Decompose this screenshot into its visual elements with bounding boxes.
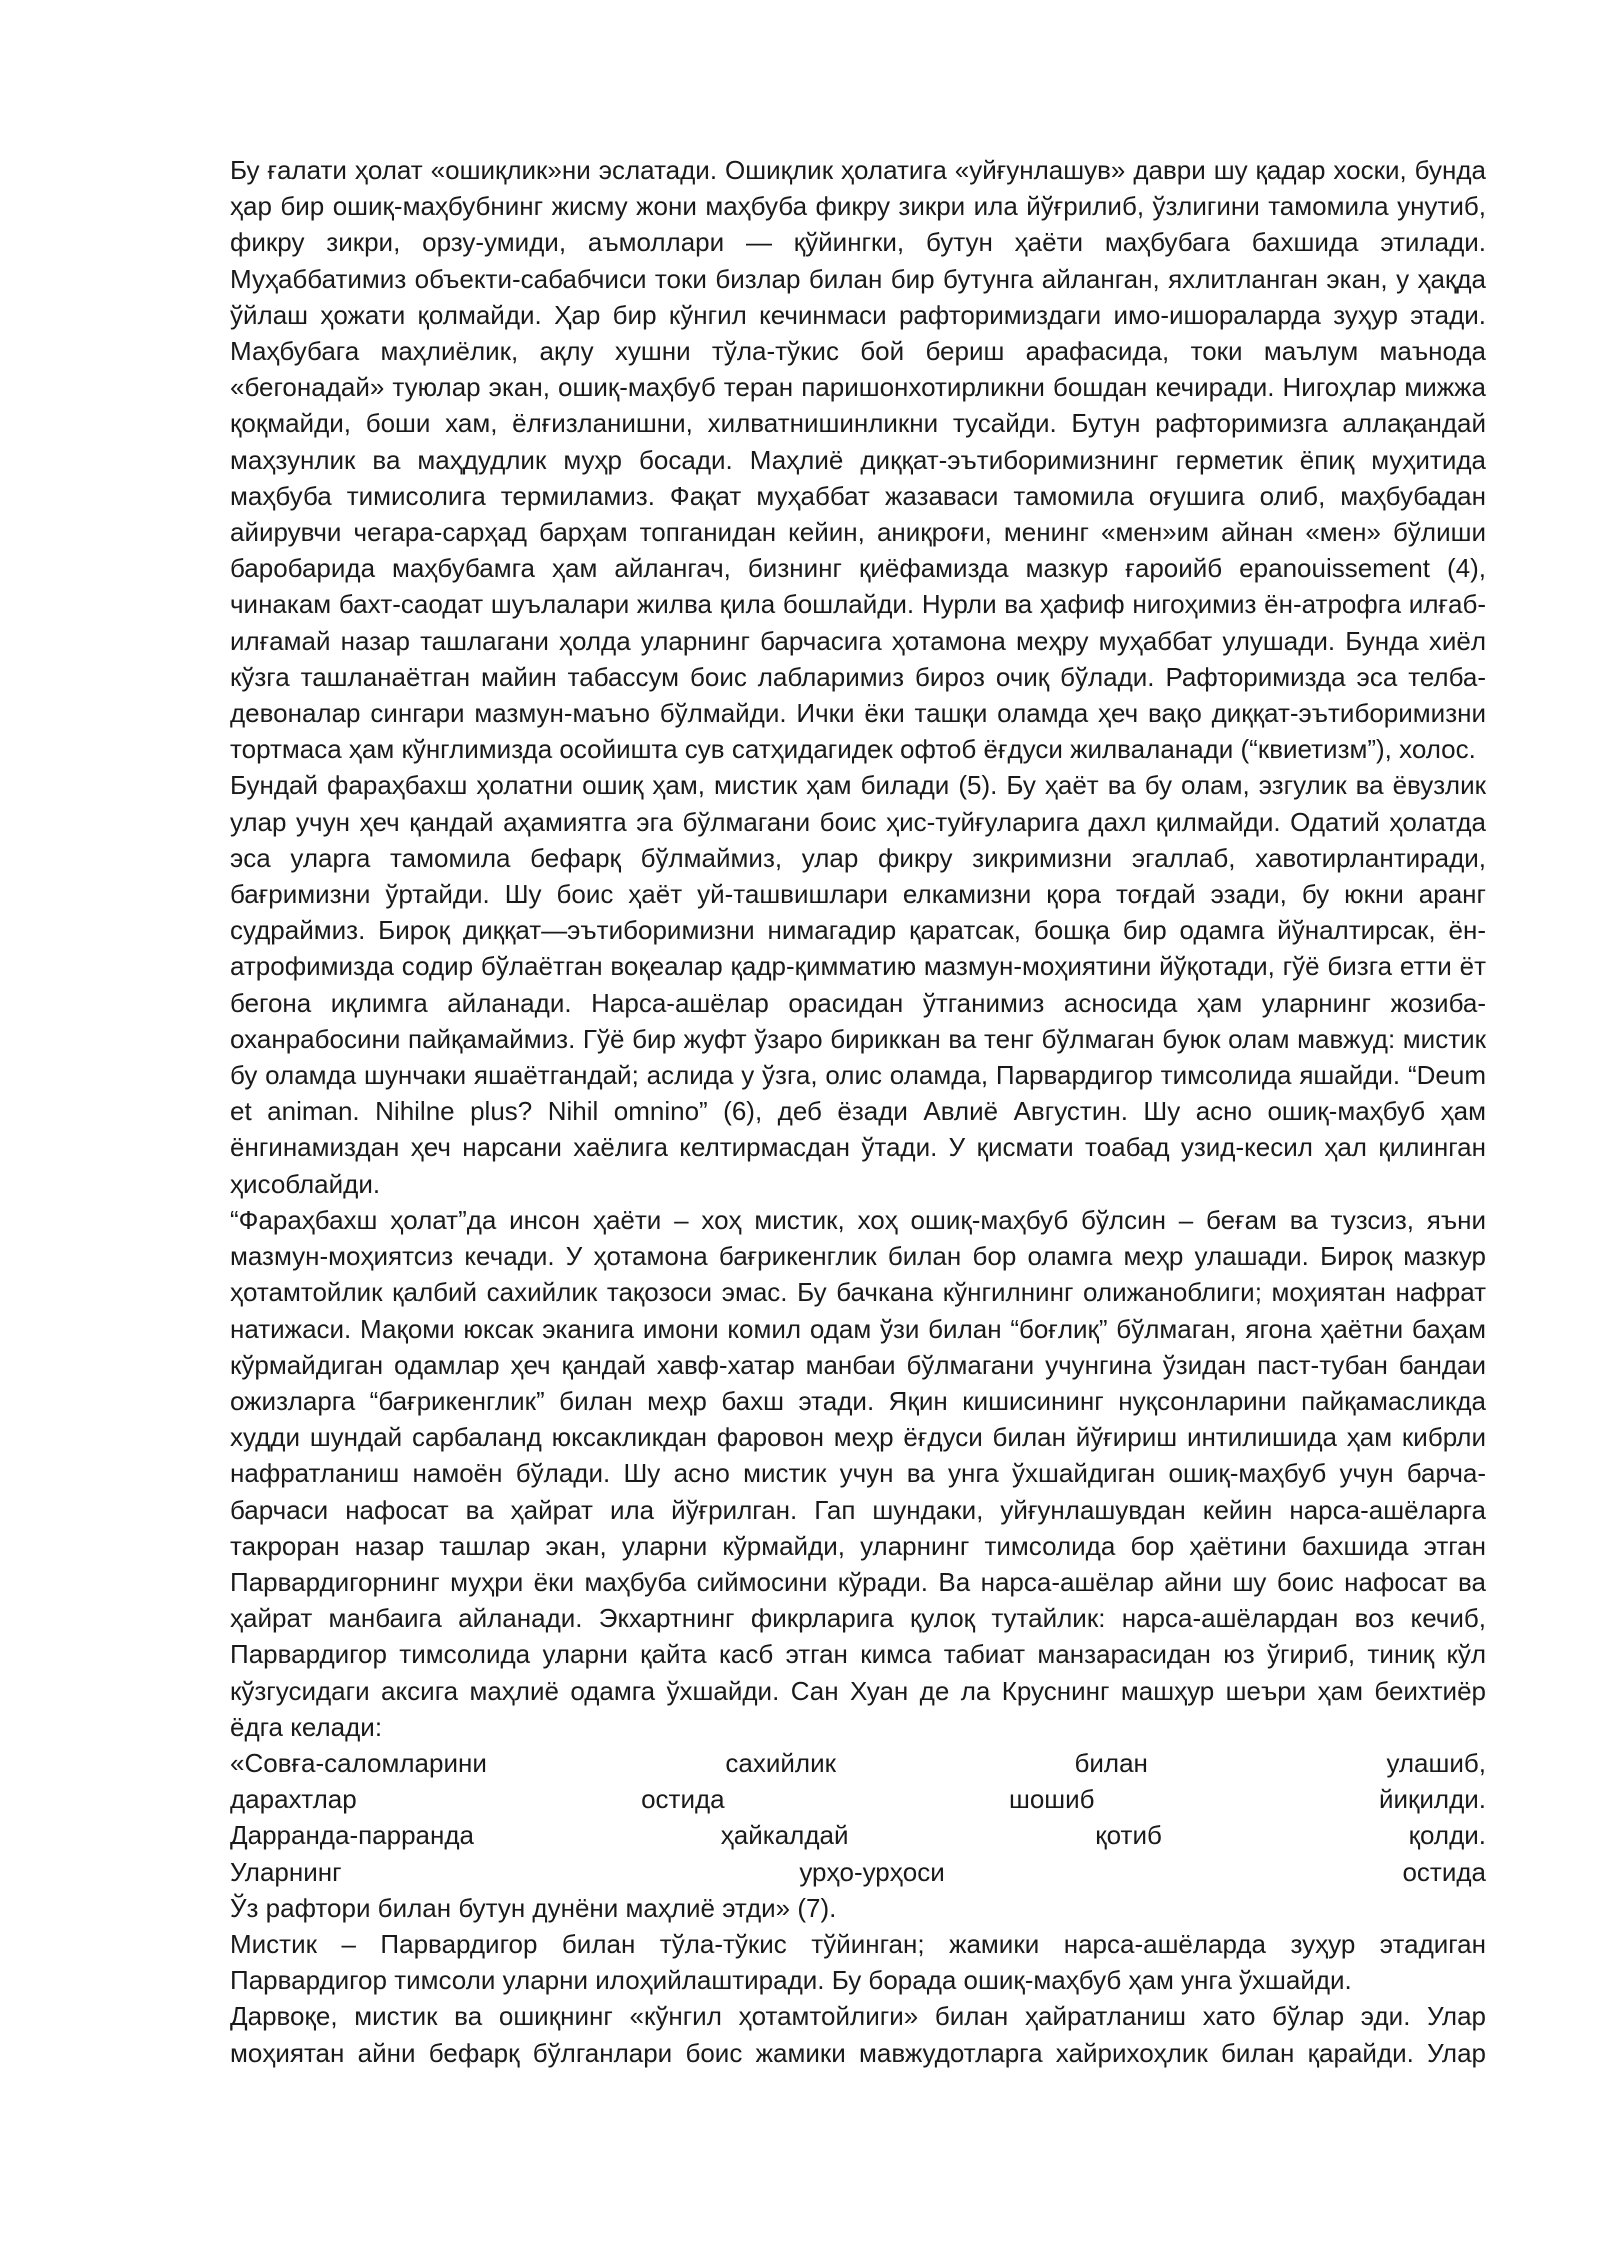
document-page	[230, 152, 1486, 2071]
poem-line-2: дарахтлар остида шошиб йиқилди.	[230, 1784, 1486, 1815]
paragraph-4: Мистик – Парвардигор билан тўла-тўкис тўйинган; жамики нарса-ашёларда зуҳур этадиган Парвардигор тимсоли уларни илоҳийлаштиради. Бу борада ошиқ-маҳбуб ҳам унга ўхшайди.	[230, 1928, 1486, 1996]
poem-line-1: «Совға-саломларини сахийлик билан улашиб,	[230, 1747, 1486, 1778]
poem-block	[230, 1745, 1486, 1926]
paragraph-1: Бу ғалати ҳолат «ошиқлик»ни эслатади. Ошиқлик ҳолатига «уйғунлашув» даври шу қадар хоски, бунда ҳар бир ошиқ-маҳбубнинг жисму жони маҳбуба фикру зикри ила йўғрилиб, ўзлигини тамомила унутиб, фикру зикри, орзу-умиди, аъмоллари — қўйингки, бутун ҳаёти маҳбубага бахшида этилади. Муҳаббатимиз объекти-сабабчиси токи бизлар билан бир бутунга айланган, яхлитланган экан, у ҳақда ўйлаш ҳожати қолмайди. Ҳар бир кўнгил кечинмаси рафторимиздаги имо-ишораларда зуҳур этади. Маҳбубага маҳлиёлик, ақлу хушни тўла-тўкис бой бериш арафасида, токи маълум маънода «бегонадай» туюлар экан, ошиқ-маҳбуб теран паришонхотирликни бошдан кечиради. Нигоҳлар мижжа қоқмайди, боши хам, ёлғизланишни, хилватнишинликни тусайди. Бутун рафторимизга аллақандай маҳзунлик ва маҳдудлик муҳр босади. Маҳлиё диққат-эътиборимизнинг герметик ёпиқ муҳитида маҳбуба тимисолига термиламиз. Фақат муҳаббат жазаваси тамомила оғушига олиб, маҳбубадан айирувчи чегара-сарҳад барҳам топганидан кейин, аниқроғи, менинг «мен»им айнан «мен» бўлиши баробарида маҳбубамга ҳам айлангач, бизнинг қиёфамизда мазкур ғароийб epanouissement (4), чинакам бахт-саодат шуълалари жилва қила бошлайди. Нурли ва ҳафиф нигоҳимиз ён-атрофга илғаб-илғамай назар ташлагани ҳолда уларнинг барчасига ҳотамона меҳру муҳаббат улушади. Бунда хиёл кўзга ташланаётган майин табассум боис лабларимиз бироз очиқ бўлади. Рафторимизда эса телба-девоналар сингари мазмун-маъно бўлмайди. Ички ёки ташқи оламда ҳеч вақо диққат-эътиборимизни тортмаса ҳам кўнглимизда осойишта сув сатҳидагидек офтоб ёғдуси жилваланади (“квиетизм”), холос.	[230, 155, 1486, 765]
poem-line-5: Ўз рафтори билан бутун дунёни маҳлиё этди» (7).	[230, 1892, 837, 1923]
paragraph-2: Бундай фараҳбахш ҳолатни ошиқ ҳам, мистик ҳам билади (5). Бу ҳаёт ва бу олам, эзгулик ва ёвузлик улар учун ҳеч қандай аҳамиятга эга бўлмагани боис ҳис-туйғуларига дахл қилмайди. Одатий ҳолатда эса уларга тамомила бефарқ бўлмаймиз, улар фикру зикримизни эгаллаб, хавотирлантиради, бағримизни ўртайди. Шу боис ҳаёт уй-ташвишлари елкамизни қора тоғдай эзади, бу юкни аранг судраймиз. Бироқ диққат—эътиборимизни нимагадир қаратсак, бошқа бир одамга йўналтирсак, ён-атрофимизда содир бўлаётган воқеалар қадр-қимматию мазмун-моҳиятини йўқотади, гўё бизга етти ёт бегона иқлимга айланади. Нарса-ашёлар орасидан ўтганимиз асносида ҳам уларнинг жозиба-оханрабосини пайқамаймиз. Гўё бир жуфт ўзаро бириккан ва тенг бўлмаган буюк олам мавжуд: мистик бу оламда шунчаки яшаётгандай; аслида у ўзга, олис оламда, Парвардигор тимсолида яшайди. “Deum et animan. Nihilne plus? Nihil omnino” (6), деб ёзади Авлиё Августин. Шу асно ошиқ-маҳбуб ҳам ёнгинамиздан ҳеч нарсани хаёлига келтирмасдан ўтади. У қисмати тоабад узид-кесил ҳал қилинган ҳисоблайди.	[230, 770, 1486, 1199]
paragraph-3: “Фараҳбахш ҳолат”да инсон ҳаёти – хоҳ мистик, хоҳ ошиқ-маҳбуб бўлсин – беғам ва тузсиз, яъни мазмун-моҳиятсиз кечади. У ҳотамона бағрикенглик билан бор оламга меҳр улашади. Бироқ мазкур ҳотамтойлик қалбий сахийлик тақозоси эмас. Бу бачкана кўнгилнинг олижанoблиги; моҳиятан нафрат натижаси. Мақоми юксак эканига имони комил одам ўзи билан “боғлиқ” бўлмаган, ягона ҳаётни баҳам кўрмайдиган одамлар ҳеч қандай хавф-хатар манбаи бўлмагани учунгина ўзидан паст-тубан бандаи ожизларга “бағрикенглик” билан меҳр бахш этади. Яқин кишисининг нуқсонларини пайқамасликда худди шундай сарбаланд юксакликдан фаровон меҳр ёғдуси билан йўғириш интилишида ҳам кибрли нафратланиш намоён бўлади. Шу асно мистик учун ва унга ўхшайдиган ошиқ-маҳбуб учун барча-барчаси нафосат ва ҳайрат ила йўғрилган. Гап шундаки, уйғунлашувдан кейин нарса-ашёларга такроран назар ташлар экан, уларни кўрмайди, уларнинг тимсолида бор ҳаётини бахшида этган Парвардигорнинг муҳри ёки маҳбуба сиймосини кўради. Ва нарса-ашёлар айни шу боис нафосат ва ҳайрат манбаига айланади. Экхартнинг фикрларига қулоқ тутайлик: нарса-ашёлардан воз кечиб, Парвардигор тимсолида уларни қайта касб этган кимса табиат манзарасидан юз ўгириб, тиниқ кўл кўзгусидаги аксига маҳлиё одамга ўхшайди. Сан Хуан де ла Круснинг машҳур шеъри ҳам беихтиёр ёдга келади:	[230, 1204, 1486, 1742]
poem-line-3: Дарранда-парранда ҳайкалдай қотиб қолди.	[230, 1820, 1486, 1851]
paragraph-5: Дарвоқе, мистик ва ошиқнинг «кўнгил ҳотамтойлиги» билан ҳайратланиш хато бўлар эди. Улар моҳиятан айни бефарқ бўлганлари боис жамики мавжудотларга хайрихоҳлик билан қарайди. Улар	[230, 2001, 1486, 2068]
poem-line-4: Уларнинг урҳо-урҳоси остида	[230, 1856, 1486, 1887]
